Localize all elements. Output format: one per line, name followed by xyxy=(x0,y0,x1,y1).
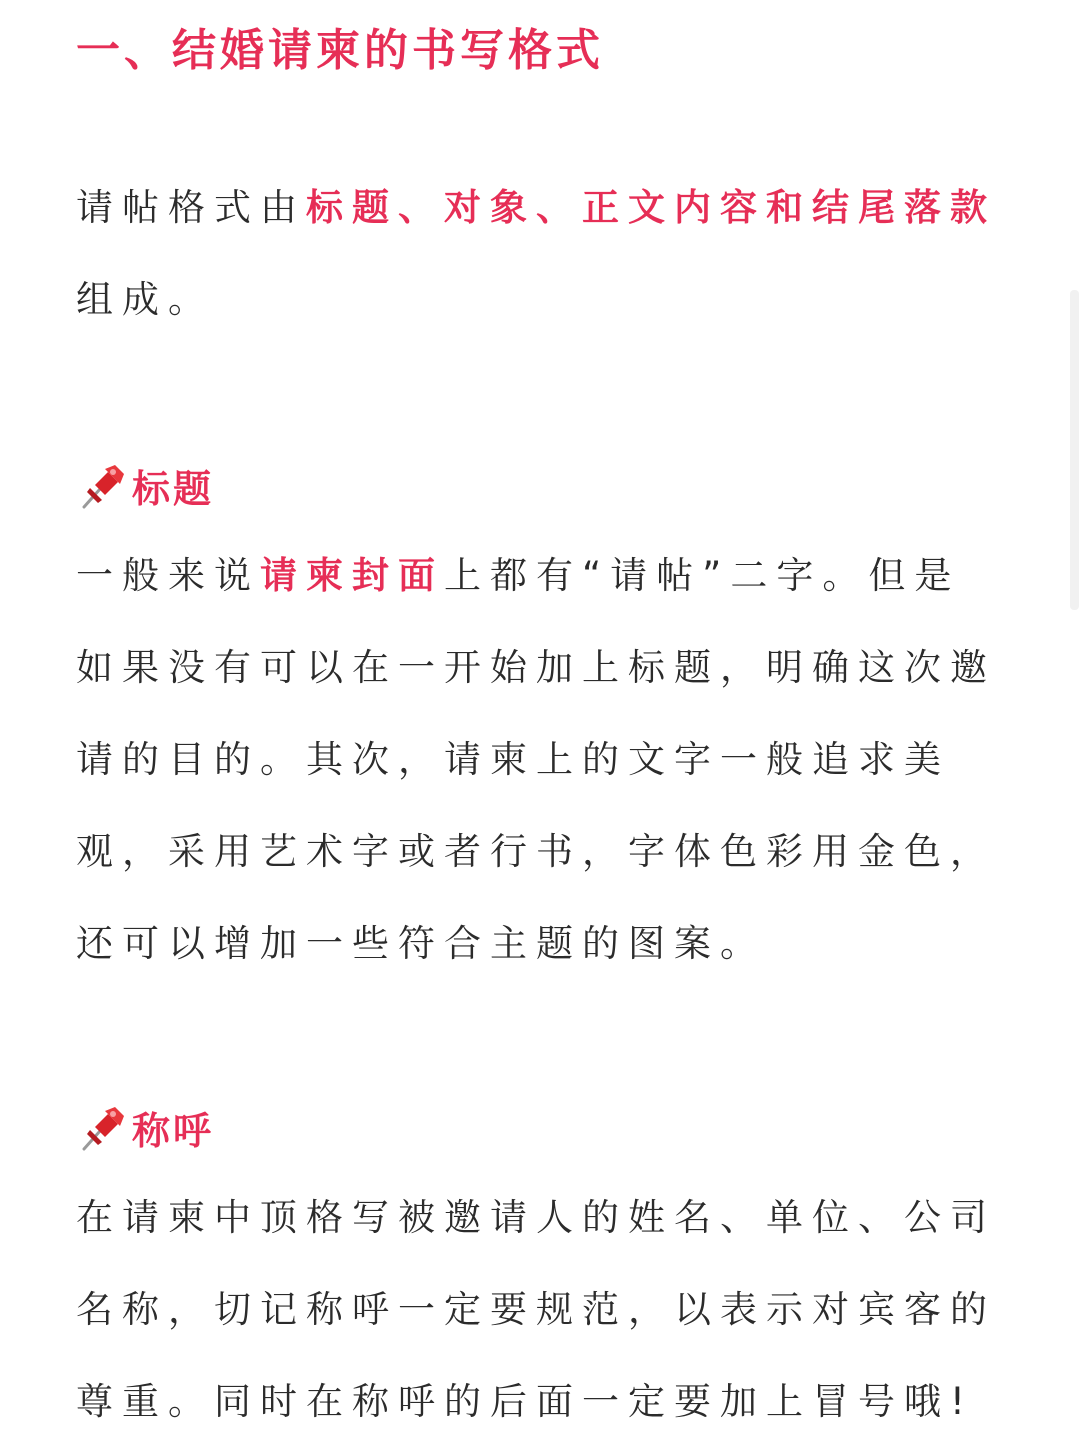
paragraph-text: 一般来说 xyxy=(76,554,260,597)
paragraph-text: 上都有“请帖”二字。但是如果没有可以在一开始加上标题，明确这次邀请的目的。其次，请柬上的文字一般追求美观，采用艺术字或者行书，字体色彩用金色，还可以增加一些符合主题的图案。 xyxy=(76,554,996,965)
intro-prefix: 请帖格式由 xyxy=(76,186,306,229)
subheading-label: 标题 xyxy=(132,467,215,511)
intro-paragraph xyxy=(76,162,1006,346)
salutation-section-paragraph xyxy=(76,1172,1006,1448)
intro-suffix: 组成。 xyxy=(76,278,214,321)
section-title: 一、结婚请柬的书写格式 xyxy=(76,25,604,76)
scrollbar[interactable] xyxy=(1070,290,1079,610)
title-section-paragraph xyxy=(76,530,1006,990)
pushpin-icon xyxy=(78,1103,128,1153)
paragraph-text: 在请柬中顶格写被邀请人的姓名、单位、公司名称，切记称呼一定要规范，以表示对宾客的尊重。同时在称呼的后面一定要加上冒号哦! xyxy=(76,1196,996,1423)
paragraph-highlight: 请柬封面 xyxy=(260,554,444,597)
subheading-label: 称呼 xyxy=(132,1109,215,1153)
intro-highlight: 标题、对象、正文内容和结尾落款 xyxy=(306,186,996,229)
subheading-title xyxy=(78,458,214,513)
pushpin-icon xyxy=(78,461,128,511)
subheading-salutation xyxy=(78,1100,214,1155)
